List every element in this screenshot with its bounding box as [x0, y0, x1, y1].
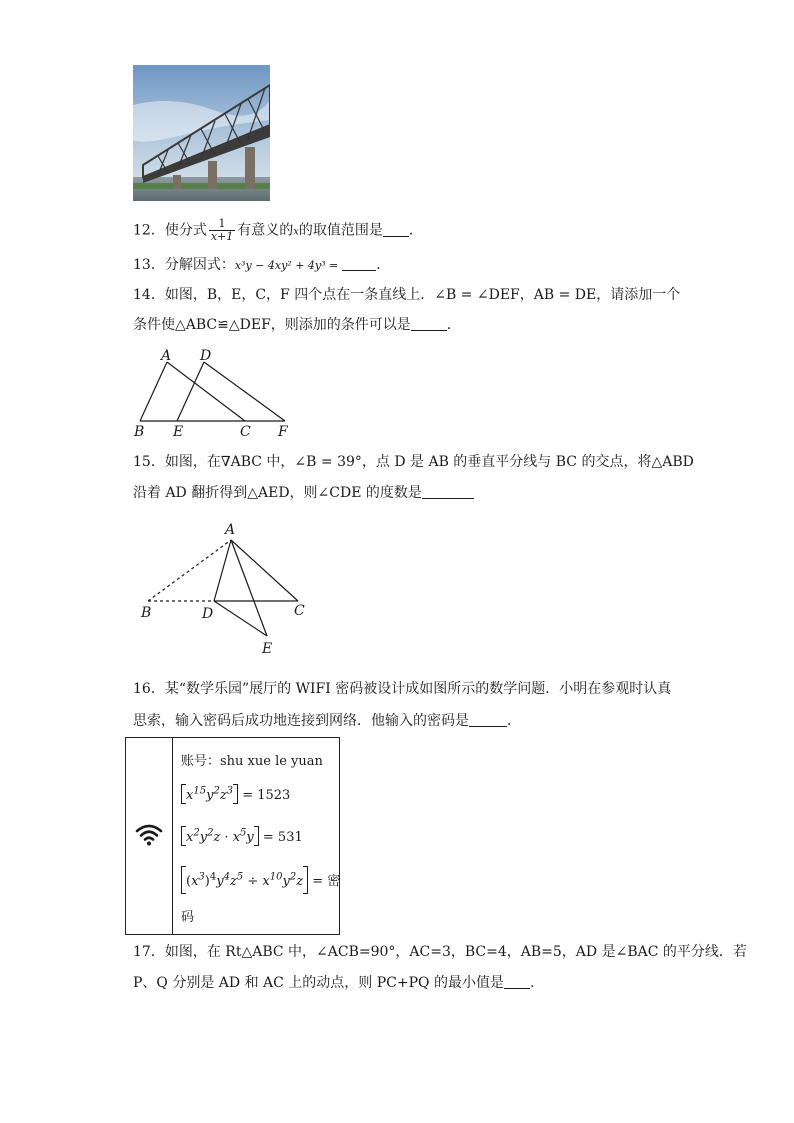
question-12	[133, 218, 693, 243]
question-text: .	[376, 257, 381, 273]
label-E: E	[173, 424, 184, 440]
question-text: 分解因式：	[164, 257, 235, 273]
answer-blank	[469, 712, 507, 727]
question-number: 14．	[133, 287, 165, 303]
answer-blank	[383, 222, 409, 237]
fraction-numerator: 1	[209, 218, 235, 231]
fraction	[209, 218, 235, 243]
question-text: ．	[507, 713, 521, 729]
question-text: 有意义的	[237, 222, 294, 239]
answer-blank	[342, 256, 376, 271]
question-text: 使分式	[164, 222, 207, 239]
label-F: F	[278, 424, 288, 440]
account-line: 账号：shu xue le yuan	[181, 754, 323, 769]
label-A: A	[225, 522, 236, 538]
bridge-photo	[133, 65, 270, 201]
question-14-line-1	[133, 285, 693, 305]
question-text: 如图，B，E，C，F 四个点在一条直线上．∠B = ∠DEF，AB = DE，请添加一个	[164, 287, 681, 303]
label-C: C	[240, 424, 251, 440]
question-text: 沿着 AD 翻折得到△AED，则∠CDE 的度数是	[133, 485, 422, 501]
question-16-line-1	[133, 679, 693, 699]
label-E: E	[262, 641, 273, 657]
label-D: D	[202, 606, 214, 622]
question-text: P、Q 分别是 AD 和 AC 上的动点，则 PC+PQ 的最小值是	[133, 975, 504, 991]
question-text: ．	[408, 222, 423, 239]
question-number: 12．	[133, 222, 165, 239]
wifi-password-card	[125, 737, 340, 935]
answer-blank	[504, 974, 530, 989]
label-B: B	[141, 605, 152, 621]
figure-15	[136, 518, 316, 660]
question-text: 条件使△ABC≌△DEF，则添加的条件可以是	[133, 317, 411, 333]
question-text: ．	[446, 317, 461, 333]
question-number: 17．	[133, 944, 165, 960]
label-A: A	[161, 348, 172, 364]
equation-3-result: = 密	[312, 874, 341, 889]
question-14-line-2	[133, 315, 693, 335]
equation-2-result: = 531	[262, 830, 303, 845]
expression: x³y − 4xy² + 4y³ =	[234, 259, 339, 272]
question-16-line-2	[133, 711, 693, 731]
label-C: C	[294, 603, 305, 619]
wifi-icon	[135, 824, 163, 846]
variable: x	[293, 226, 299, 238]
equation-2: $x^2y^2z \cdot x^5y = 531$	[181, 826, 303, 846]
question-text: 某“数学乐园”展厅的 WIFI 密码被设计成如图所示的数学问题．小明在参观时认真	[164, 681, 672, 697]
question-number: 15．	[133, 454, 165, 470]
question-15-line-1	[133, 452, 693, 472]
fraction-denominator: x+1	[210, 230, 234, 243]
question-17-line-1	[133, 942, 747, 962]
label-D: D	[200, 348, 212, 364]
wifi-icon-cell	[126, 738, 173, 934]
question-text: .	[529, 975, 535, 991]
question-text: 思索，输入密码后成功地连接到网络．他输入的密码是	[133, 713, 469, 729]
question-number: 16．	[133, 681, 165, 697]
answer-blank	[411, 316, 447, 331]
question-text: 的取值范围是	[298, 222, 383, 239]
equation-1: $x^{15}y^2z^3 = 1523$	[181, 784, 290, 804]
question-text: 如图，在∇ABC 中，∠B = 39°，点 D 是 AB 的垂直平分线与 BC 的交点，将△ABD	[164, 454, 694, 470]
question-text: 如图，在 Rt△ABC 中，∠ACB=90°，AC=3，BC=4，AB=5，AD 是∠BAC 的平分线．若	[164, 944, 747, 960]
question-number: 13．	[133, 257, 165, 273]
equation-3-wrap: 码	[181, 910, 195, 925]
equation-1-result: = 1523	[242, 788, 291, 803]
question-13	[133, 255, 693, 276]
label-B: B	[134, 424, 145, 440]
question-15-line-2	[133, 483, 693, 503]
answer-blank	[422, 484, 474, 499]
figure-14	[130, 344, 300, 440]
equation-3: $(x^3)^4y^4z^5 \div x^{10}y^2z$ = 密	[181, 866, 340, 894]
question-17-line-2	[133, 973, 693, 993]
